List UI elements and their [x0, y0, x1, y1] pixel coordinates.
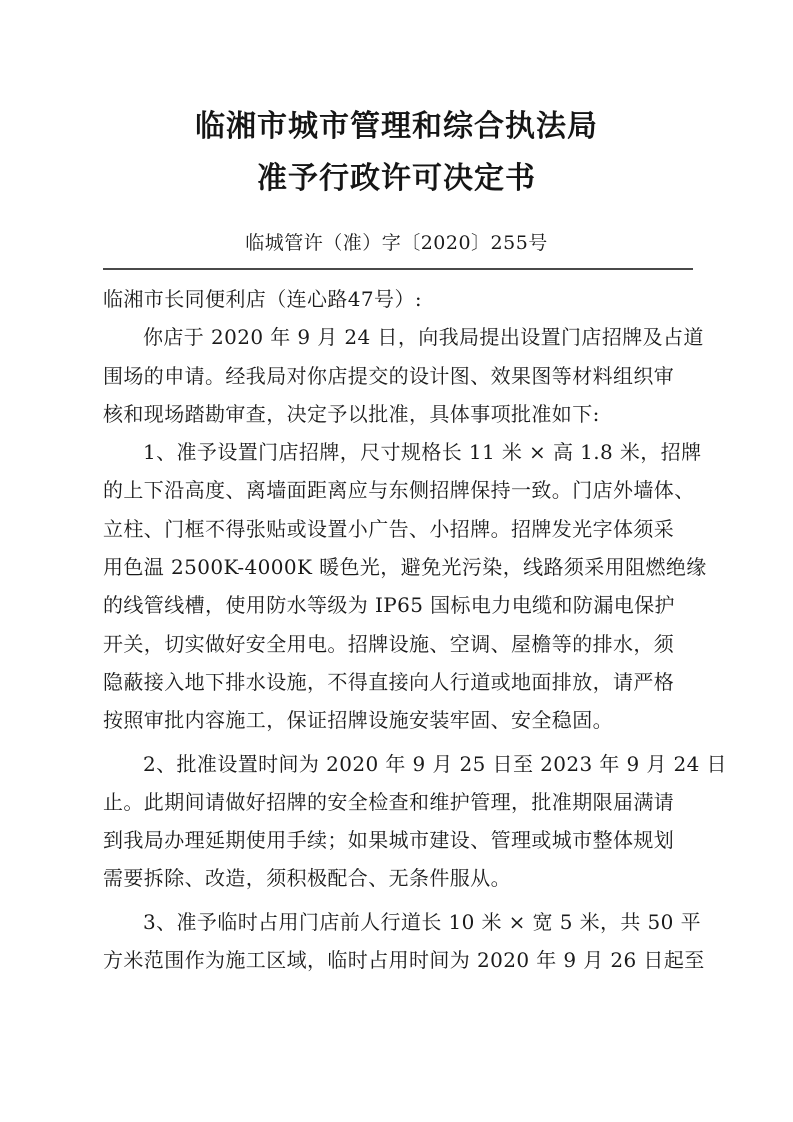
item1-line: 隐蔽接入地下排水设施，不得直接向人行道或地面排放，请严格	[103, 669, 675, 694]
salutation: 临湘市长同便利店（连心路47号）:	[103, 287, 422, 311]
item2-line: 止。此期间请做好招牌的安全检查和维护管理，批准期限届满请	[103, 789, 675, 814]
document-number: 临城管许（准）字〔2020〕255号	[245, 232, 548, 254]
item1-line: 1、准予设置门店招牌，尺寸规格长 11 米 × 高 1.8 米，招牌	[143, 440, 702, 465]
item1-line: 立柱、门框不得张贴或设置小广告、小招牌。招牌发光字体须采	[103, 516, 675, 541]
item2-line: 2、批准设置时间为 2020 年 9 月 25 日至 2023 年 9 月 24 日	[143, 751, 727, 776]
item1-line: 开关，切实做好安全用电。招牌设施、空调、屋檐等的排水，须	[103, 631, 675, 656]
document-title-line1: 临湘市城市管理和综合执法局	[195, 109, 598, 144]
document-body	[103, 280, 727, 979]
item2-line: 需要拆除、改造，须积极配合、无条件服从。	[103, 866, 511, 891]
item2-line: 到我局办理延期使用手续；如果城市建设、管理或城市整体规划	[103, 828, 675, 853]
intro-line: 你店于 2020 年 9 月 24 日，向我局提出设置门店招牌及占道	[143, 325, 704, 350]
item1-line: 的上下沿高度、离墙面距离应与东侧招牌保持一致。门店外墙体、	[103, 478, 695, 503]
item1-line: 的线管线槽，使用防水等级为 IP65 国标电力电缆和防漏电保护	[103, 593, 675, 618]
item3-line: 方米范围作为施工区域，临时占用时间为 2020 年 9 月 26 日起至	[103, 948, 705, 973]
item1-line: 按照审批内容施工，保证招牌设施安装牢固、安全稳固。	[103, 708, 613, 733]
document-title-line2: 准予行政许可决定书	[257, 161, 536, 196]
intro-line: 围场的申请。经我局对你店提交的设计图、效果图等材料组织审	[103, 363, 675, 388]
item1-line: 用色温 2500K-4000K 暖色光，避免光污染，线路须采用阻燃绝缘	[103, 555, 707, 580]
intro-line: 核和现场踏勘审查，决定予以批准，具体事项批准如下:	[103, 401, 600, 426]
item3-line: 3、准予临时占用门店前人行道长 10 米 × 宽 5 米，共 50 平	[143, 909, 701, 934]
header-divider	[103, 268, 693, 270]
